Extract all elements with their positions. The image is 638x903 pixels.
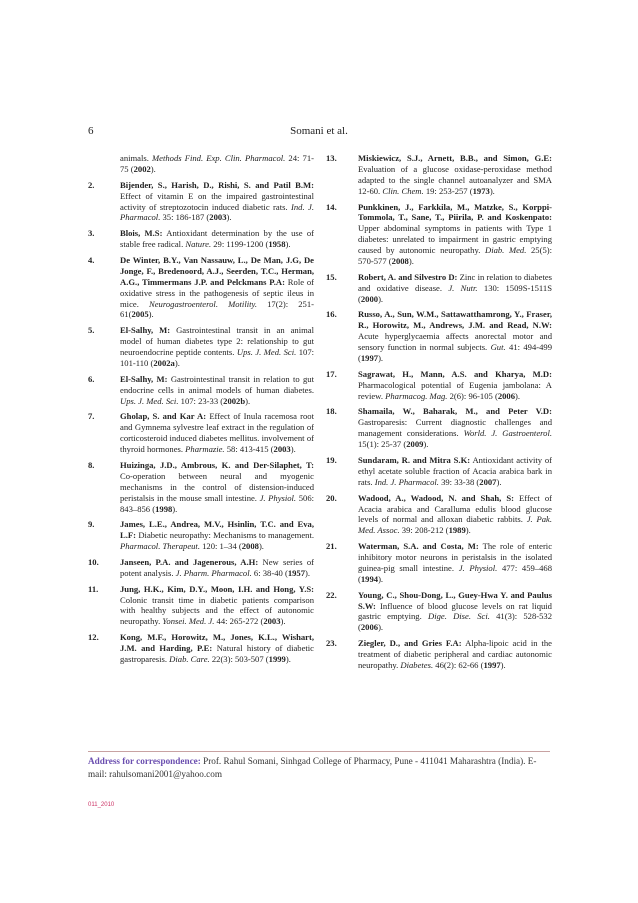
reference-item [88, 632, 314, 665]
reference-journal: World. J. Gastroenterol. [463, 428, 552, 439]
correspondence-text: Prof. Rahul Somani, Sinhgad College of Pharmacy, Pune - 411041 Maharashtra (India). E-mail: rahulsomani2001@yahoo.com [88, 756, 537, 779]
reference-item [326, 541, 552, 585]
reference-item [326, 309, 552, 364]
reference-journal: Ups. J. Med. Sci. [120, 395, 179, 406]
reference-year: 1989 [448, 525, 466, 536]
reference-title: Antioxidant activity of ethyl acetate soluble fraction of Acacia arabica bark in rats. [358, 455, 552, 487]
reference-title: Zinc in relation to diabetes and oxidative disease. [358, 271, 552, 293]
reference-title: Gastrointestinal transit in relation to gut endocrine cells in animal models of human diabetes. [120, 373, 314, 395]
reference-item [326, 455, 552, 488]
reference-end: ). [305, 567, 311, 578]
reference-year: 2003 [263, 616, 281, 627]
reference-authors: El-Salhy, M: [120, 325, 171, 336]
reference-year: 2000 [360, 293, 379, 304]
reference-title: Evaluation of a glucose oxidase-peroxidase method adapted to the single channel autoanalyzer and SMA 12-60. [358, 163, 552, 196]
reference-item [88, 584, 314, 628]
reference-number: 23. [326, 638, 337, 649]
footer-code: 011_2010 [88, 802, 115, 808]
reference-end: ). [148, 309, 154, 320]
reference-authors: Punkkinen, J., Farkkila, M., Matzke, S., Korppi-Tommola, T., Sane, T., Piirila, P. and Koskenpato: [358, 201, 552, 223]
reference-volume-pages: 41(3): 528-532 ( [358, 611, 552, 633]
reference-item [88, 411, 314, 455]
reference-number: 6. [88, 373, 95, 384]
reference-title: Antioxidant determination by the use of stable free radical. [120, 228, 314, 250]
reference-volume-pages: 6: 38-40 ( [253, 567, 288, 578]
reference-number: 13. [326, 153, 337, 163]
reference-year: 2008 [391, 256, 409, 267]
reference-end: ). [290, 444, 296, 455]
reference-year: 2009 [406, 439, 424, 450]
reference-number: 2. [88, 179, 95, 190]
reference-authors: De Winter, B.Y., Van Nassauw, L., De Man, J.G, De Jonge, F., Bredenoord, A.J., Seerden, T.C., Herman, A.G., Timmermans J.P. and Pelckmans P.A: [120, 254, 314, 287]
reference-item [326, 493, 552, 537]
reference-title: Colonic transit time in diabetic patients comparison with healthy subjects and the effect of autonomic neuropathy. [120, 594, 314, 627]
reference-number: 11. [88, 583, 99, 594]
reference-authors: Sagrawat, H., Mann, A.S. and Kharya, M.D: [358, 368, 552, 379]
reference-journal: Ind. J. Pharmacol. [374, 476, 439, 487]
reference-item [88, 374, 314, 407]
reference-number: 22. [326, 589, 337, 600]
reference-item [88, 325, 314, 369]
reference-number: 5. [88, 325, 95, 336]
reference-item [326, 590, 552, 634]
reference-year: 1957 [287, 567, 306, 578]
reference-authors: El-Salhy, M: [120, 373, 168, 384]
reference-item [88, 460, 314, 515]
reference-journal: Clin. Chem. [382, 185, 424, 196]
reference-year: 2007 [479, 476, 497, 487]
reference-end: ). [378, 573, 384, 584]
reference-title: Effect of Inula racemosa root and Gymnema sylvestre leaf extract in the regulation of corticosteroid induced diabetes mellitus. involvement of thyroid hormones. [120, 411, 314, 455]
references-left-column [88, 153, 314, 670]
reference-item [326, 153, 552, 197]
reference-number: 7. [88, 411, 95, 422]
reference-volume-pages: 107: 23-33 ( [180, 395, 224, 406]
reference-title: Role of oxidative stress in the pathogenesis of septic ileus in mice. [120, 276, 315, 309]
reference-journal: Diabetes. [400, 659, 434, 670]
reference-title: Gastroparesis: Current diagnostic challenges and management considerations. [358, 417, 552, 439]
reference-journal: Yonsei. Med. J. [162, 616, 215, 627]
reference-number: 8. [88, 459, 95, 470]
reference-title: New series of potent analysis. [120, 556, 315, 578]
reference-end: ). [515, 390, 521, 401]
reference-year: 1997 [360, 353, 379, 364]
reference-end: ). [258, 541, 264, 552]
reference-title: Pharmacological potential of Eugenia jambolana: A review. [358, 379, 552, 401]
reference-end: ). [500, 659, 506, 670]
reference-end: ). [174, 357, 180, 368]
reference-end: ). [423, 439, 429, 450]
reference-item [88, 519, 314, 552]
reference-title: animals. [120, 153, 149, 163]
reference-authors: Waterman, S.A. and Costa, M: [358, 541, 479, 552]
reference-end: ). [378, 293, 384, 304]
reference-title: Influence of blood glucose levels on rat liquid gastric emptying. [358, 600, 552, 622]
reference-title: Effect of vitamin E on the impaired gastrointestinal activity of streptozotocin induced diabetic rats. [120, 190, 314, 212]
reference-title: Acute hyperglycaemia affects anorectal motor and sensory function in normal subjects. [358, 331, 552, 353]
reference-journal: Dige. Dise. Sci. [428, 611, 490, 622]
reference-year: 2003 [209, 212, 227, 223]
reference-item [88, 153, 314, 175]
reference-journal: Ind. J. Pharmacol. [120, 201, 314, 223]
reference-authors: Janseen, P.A. and Jagenerous, A.H: [120, 556, 259, 567]
reference-authors: Blois, M.S: [120, 228, 163, 239]
reference-item [88, 180, 314, 224]
reference-number: 4. [88, 254, 95, 265]
reference-year: 2002 [133, 163, 151, 174]
reference-volume-pages: 41: 494-499 ( [358, 342, 553, 364]
reference-number: 20. [326, 492, 337, 503]
reference-year: 1958 [268, 239, 286, 250]
reference-authors: Sundaram, R. and Mitra S.K: [358, 455, 471, 465]
reference-authors: Gholap, S. and Kar A: [120, 411, 207, 422]
reference-title: Upper abdominal symptoms in patients with Type 1 diabetes: unrelated to impairment in gastric emptying caused by autonomic neuropathy. [358, 223, 552, 256]
reference-volume-pages: 19: 253-257 ( [425, 185, 473, 196]
page-number: 6 [88, 125, 94, 137]
reference-item [326, 369, 552, 402]
reference-year: 1973 [472, 185, 490, 196]
reference-end: ). [465, 525, 471, 536]
reference-volume-pages: 58: 413-415 ( [226, 444, 274, 455]
reference-year: 1999 [268, 653, 286, 664]
correspondence-block [88, 755, 550, 781]
reference-end: ). [245, 395, 251, 406]
reference-item [326, 272, 552, 305]
reference-authors: Robert, A. and Silvestro D: [358, 271, 458, 282]
reference-journal: J. Physiol. [259, 492, 297, 503]
reference-volume-pages: 24: 71-75 ( [120, 153, 314, 174]
reference-journal: Pharmacog. Mag. [385, 390, 448, 401]
reference-end: ). [285, 239, 291, 250]
reference-authors: James, L.E., Andrea, M.V., Hsinlin, T.C. and Eva, L.F: [120, 519, 314, 541]
reference-year: 1994 [360, 573, 379, 584]
reference-item [326, 202, 552, 267]
reference-volume-pages: 39: 33-38 ( [441, 476, 480, 487]
reference-volume-pages: 35: 186-187 ( [162, 212, 210, 223]
reference-title: Natural history of diabetic gastroparesis. [120, 643, 314, 664]
reference-item [88, 255, 314, 320]
reference-authors: Jung, H.K., Kim, D.Y., Moon, I.H. and Hong, Y.S: [120, 583, 314, 594]
reference-year: 1998 [155, 503, 173, 514]
reference-journal: Diab. Care. [169, 653, 210, 664]
reference-number: 12. [88, 632, 99, 643]
reference-end: ). [408, 256, 414, 267]
reference-authors: Wadood, A., Wadood, N. and Shah, S: [358, 492, 514, 503]
reference-end: ). [172, 503, 178, 514]
reference-number: 21. [326, 541, 337, 552]
reference-journal: Methods Find. Exp. Clin. Pharmacol. [152, 153, 286, 163]
reference-year: 1997 [483, 659, 501, 670]
correspondence-label: Address for correspondence: [88, 756, 201, 766]
reference-volume-pages: 25(5): 570-577 ( [358, 245, 552, 267]
reference-volume-pages: 506: 843–856 ( [120, 492, 314, 514]
reference-journal: Pharmazie. [185, 444, 225, 455]
reference-year: 2005 [131, 309, 149, 320]
reference-number: 15. [326, 271, 337, 282]
reference-journal: Pharmacol. Therapeut. [120, 541, 200, 552]
reference-journal: Diab. Med. [484, 245, 527, 256]
reference-end: ). [489, 185, 495, 196]
reference-title: Alpha-lipoic acid in the treatment of diabetic peripheral and cardiac autonomic neuropathy. [358, 638, 552, 670]
reference-title: Diabetic neuropathy: Mechanisms to management. [138, 530, 314, 541]
reference-end: ). [378, 353, 384, 364]
reference-volume-pages: 2(6): 96-105 ( [449, 390, 498, 401]
reference-end: ). [280, 616, 286, 627]
reference-authors: Bijender, S., Harish, D., Rishi, S. and Patil B.M: [120, 179, 314, 190]
reference-authors: Kong, M.F., Horowitz, M., Jones, K.L., Wishart, J.M. and Harding, P.E: [120, 632, 314, 654]
reference-journal: Neurogastroenterol. Motility. [148, 298, 257, 309]
reference-volume-pages: 46(2): 62-66 ( [435, 659, 484, 670]
reference-end: ). [378, 622, 384, 633]
references-right-column [326, 153, 552, 676]
reference-volume-pages: 22(3): 503-507 ( [211, 653, 269, 664]
reference-volume-pages: 29: 1199-1200 ( [213, 239, 269, 250]
reference-number: 10. [88, 556, 99, 567]
reference-end: ). [285, 653, 291, 664]
footnote-divider [88, 751, 550, 752]
reference-year: 2002a [153, 357, 175, 368]
reference-title: Co-operation between neural and myogenic mechanisms in the control of distension-induced peristalsis in the mouse small intestine. [120, 470, 314, 503]
reference-year: 2008 [241, 541, 259, 552]
reference-authors: Shamaila, W., Baharak, M., and Peter V.D: [358, 406, 552, 417]
reference-journal: Ups. J. Med. Sci. [236, 347, 297, 358]
reference-volume-pages: 15(1): 25-37 ( [358, 439, 407, 450]
reference-item [326, 638, 552, 671]
reference-journal: Gut. [490, 342, 506, 353]
reference-journal: J. Pharm. Pharmacol. [175, 567, 252, 578]
reference-year: 2006 [497, 390, 515, 401]
reference-volume-pages: 120: 1–34 ( [202, 541, 242, 552]
reference-authors: Russo, A., Sun, W.M., Sattawatthamrong, Y., Fraser, R., Horowitz, M., Andrews, J.M. and Read, N.W: [358, 309, 552, 331]
reference-end: ). [226, 212, 232, 223]
reference-volume-pages: 39: 208-212 ( [401, 525, 449, 536]
reference-end: ). [496, 476, 502, 487]
reference-volume-pages: 477: 459–468 ( [358, 562, 552, 584]
reference-authors: Huizinga, J.D., Ambrous, K. and Der-Silaphet, T: [120, 459, 314, 470]
reference-journal: J. Pak. Med. Assoc. [358, 514, 552, 536]
reference-volume-pages: 17(2): 251-61( [120, 298, 314, 320]
reference-number: 18. [326, 406, 337, 417]
reference-authors: Ziegler, D., and Gries F.A: [358, 638, 462, 649]
reference-item [88, 228, 314, 250]
reference-volume-pages: 107: 101-110 ( [120, 347, 314, 368]
reference-year: 2002b [223, 395, 246, 406]
reference-journal: J. Physiol. [458, 562, 498, 573]
reference-end: ). [150, 163, 156, 174]
reference-authors: Miskiewicz, S.J., Arnett, B.B., and Simon, G.E: [358, 153, 552, 163]
reference-number: 19. [326, 455, 337, 465]
reference-journal: Nature. [185, 239, 212, 250]
running-head: Somani et al. [290, 125, 348, 137]
reference-year: 2006 [360, 622, 379, 633]
reference-year: 2003 [273, 444, 291, 455]
reference-number: 3. [88, 228, 95, 239]
reference-number: 9. [88, 519, 95, 530]
reference-title: Gastrointestinal transit in an animal model of human diabetes type 2: relationship to gut neuroendocrine peptide contents. [120, 325, 314, 358]
reference-item [88, 557, 314, 579]
reference-item [326, 406, 552, 450]
reference-number: 16. [326, 309, 337, 320]
reference-title: The role of enteric inhibitory motor neurons in peristalsis in the isolated guinea-pig small intestine. [358, 541, 553, 573]
reference-volume-pages: 44: 265-272 ( [216, 616, 264, 627]
reference-number: 17. [326, 368, 337, 379]
reference-volume-pages: 130: 1509S-1511S ( [358, 282, 552, 304]
reference-title: Effect of Acacia arabica and Caralluma edulis blood glucose levels of normal and alloxan diabetic rabbits. [358, 492, 552, 525]
reference-authors: Young, C., Shou-Dong, L., Guey-Hwa Y. and Paulus S.W: [358, 589, 552, 611]
reference-journal: J. Nutr. [448, 282, 478, 293]
reference-number: 14. [326, 201, 337, 212]
